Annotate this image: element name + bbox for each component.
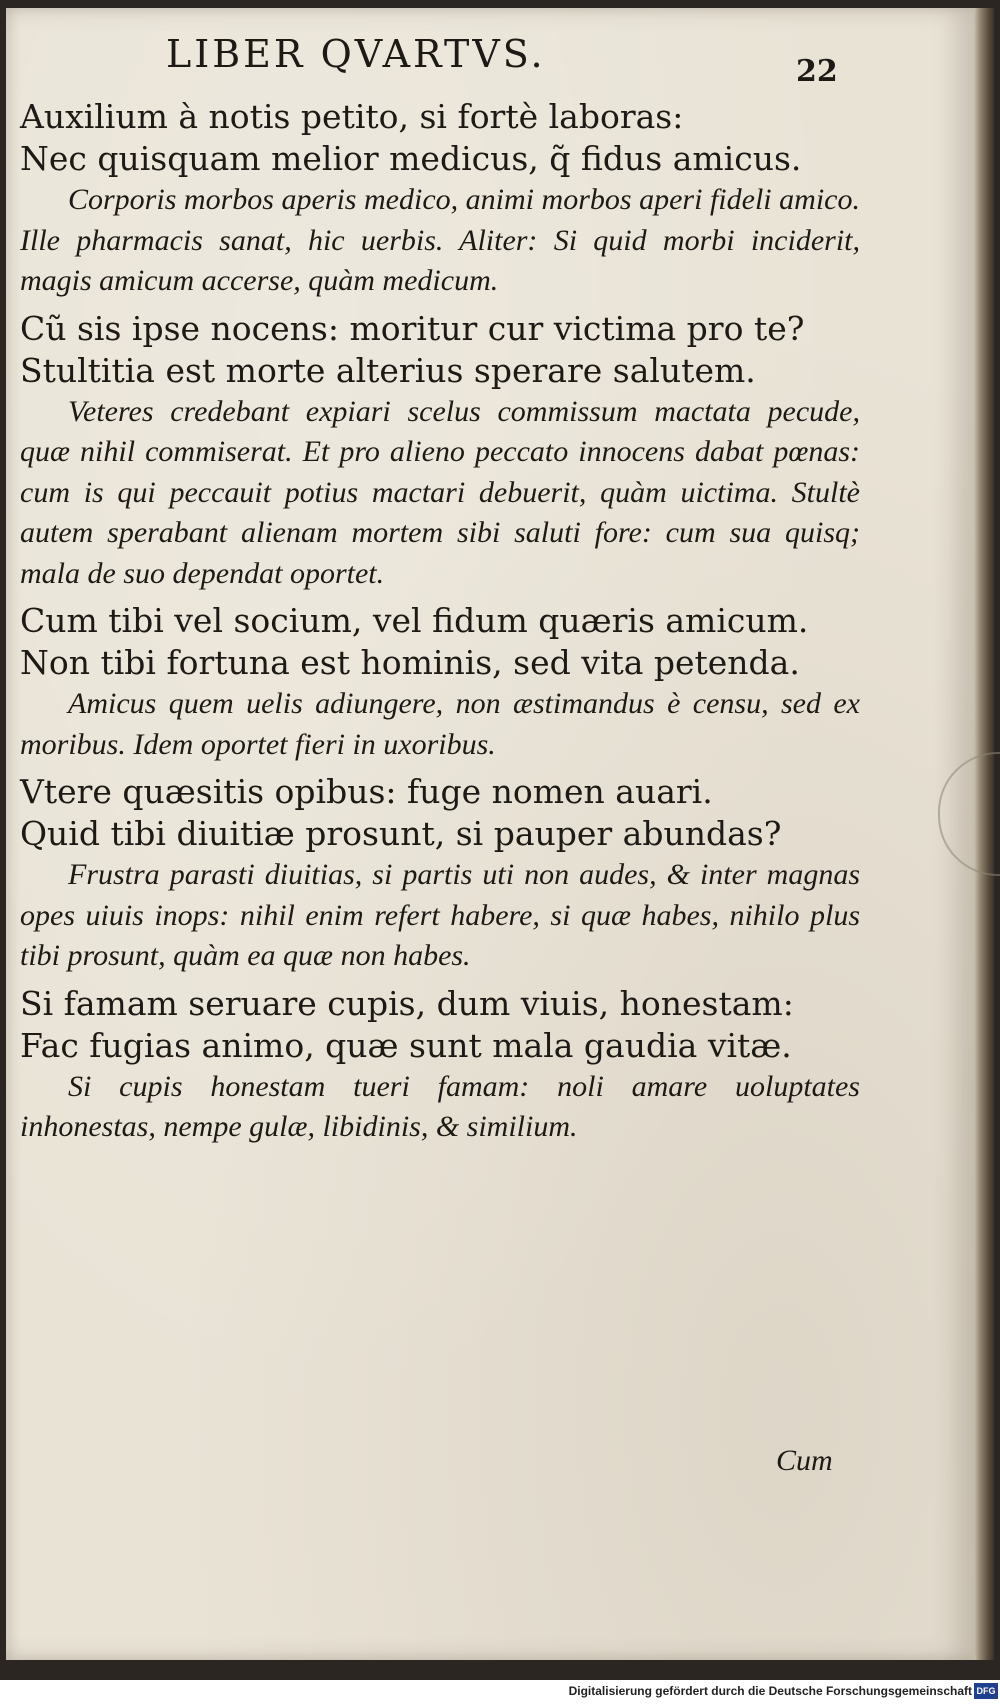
- paragraph-2: [20, 308, 860, 595]
- commentary: [20, 180, 860, 302]
- commentary-text: Corporis morbos aperis medico, animi morbos aperi fideli amico. Ille pharmacis sanat, hic uerbis. Aliter: Si quid morbi inciderit, magis amicum accerse, quàm medicum.: [20, 183, 860, 297]
- verse-line: Si famam seruare cupis, dum viuis, honestam:: [20, 983, 794, 1023]
- digitization-credit: Digitalisierung gefördert durch die Deutsche Forschungsgemeinschaft: [568, 1684, 972, 1698]
- running-head: LIBER QVARTVS.: [166, 32, 546, 76]
- commentary: [20, 855, 860, 977]
- commentary-text: Frustra parasti diuitias, si partis uti non audes, & inter magnas opes uiuis inops: nihil enim refert habere, si quæ habes, nihilo plus tibi prosunt, quàm ea quæ non habes.: [20, 858, 860, 972]
- book-page: [6, 8, 974, 1660]
- verse-line: Quid tibi diuitiæ prosunt, si pauper abundas?: [20, 814, 782, 853]
- catchword: Cum: [776, 1444, 833, 1477]
- verse-line: Fac fugias animo, quæ sunt mala gaudia vitæ.: [20, 1025, 792, 1065]
- commentary-text: Amicus quem uelis adiungere, non æstimandus è censu, sed ex moribus. Idem oportet fieri in uxoribus.: [20, 687, 860, 761]
- verse-line: Auxilium à notis petito, si fortè laboras:: [20, 97, 684, 136]
- verse-line: Nec quisquam melior medicus, q̃ fidus amicus.: [20, 139, 802, 178]
- paragraph-4: [20, 771, 860, 977]
- commentary-text: Veteres credebant expiari scelus commissum mactata pecude, quæ nihil commiserat. Et pro alieno peccato innocens dabat pœnas: cum is qui peccauit potius mactari debuerit, quàm uictima. Stultè autem sperabant alienam mortem sibi saluti fore: cum sua quisq; mala de suo dependat oportet.: [20, 394, 860, 590]
- verse-line: Non tibi fortuna est hominis, sed vita petenda.: [20, 643, 800, 682]
- verse-line: Cum tibi vel socium, vel fidum quæris amicum.: [20, 601, 809, 640]
- paragraph-1: [20, 96, 860, 302]
- verse-line: Stultitia est morte alterius sperare salutem.: [20, 350, 756, 390]
- text-block: [20, 96, 860, 1148]
- paragraph-5: [20, 983, 860, 1148]
- paragraph-3: [20, 600, 860, 765]
- commentary-text: Si cupis honestam tueri famam: noli amare uoluptates inhonestas, nempe gulæ, libidinis, & similium.: [20, 1069, 860, 1143]
- verse-line: Vtere quæsitis opibus: fuge nomen auari.: [20, 772, 713, 811]
- commentary: [20, 392, 860, 595]
- commentary: [20, 684, 860, 765]
- commentary: [20, 1067, 860, 1148]
- page-number: 22: [796, 54, 838, 89]
- footer-bar: [0, 1680, 1000, 1704]
- verse-line: Cũ sis ipse nocens: moritur cur victima pro te?: [20, 308, 805, 348]
- dfg-logo: DFG: [974, 1683, 998, 1699]
